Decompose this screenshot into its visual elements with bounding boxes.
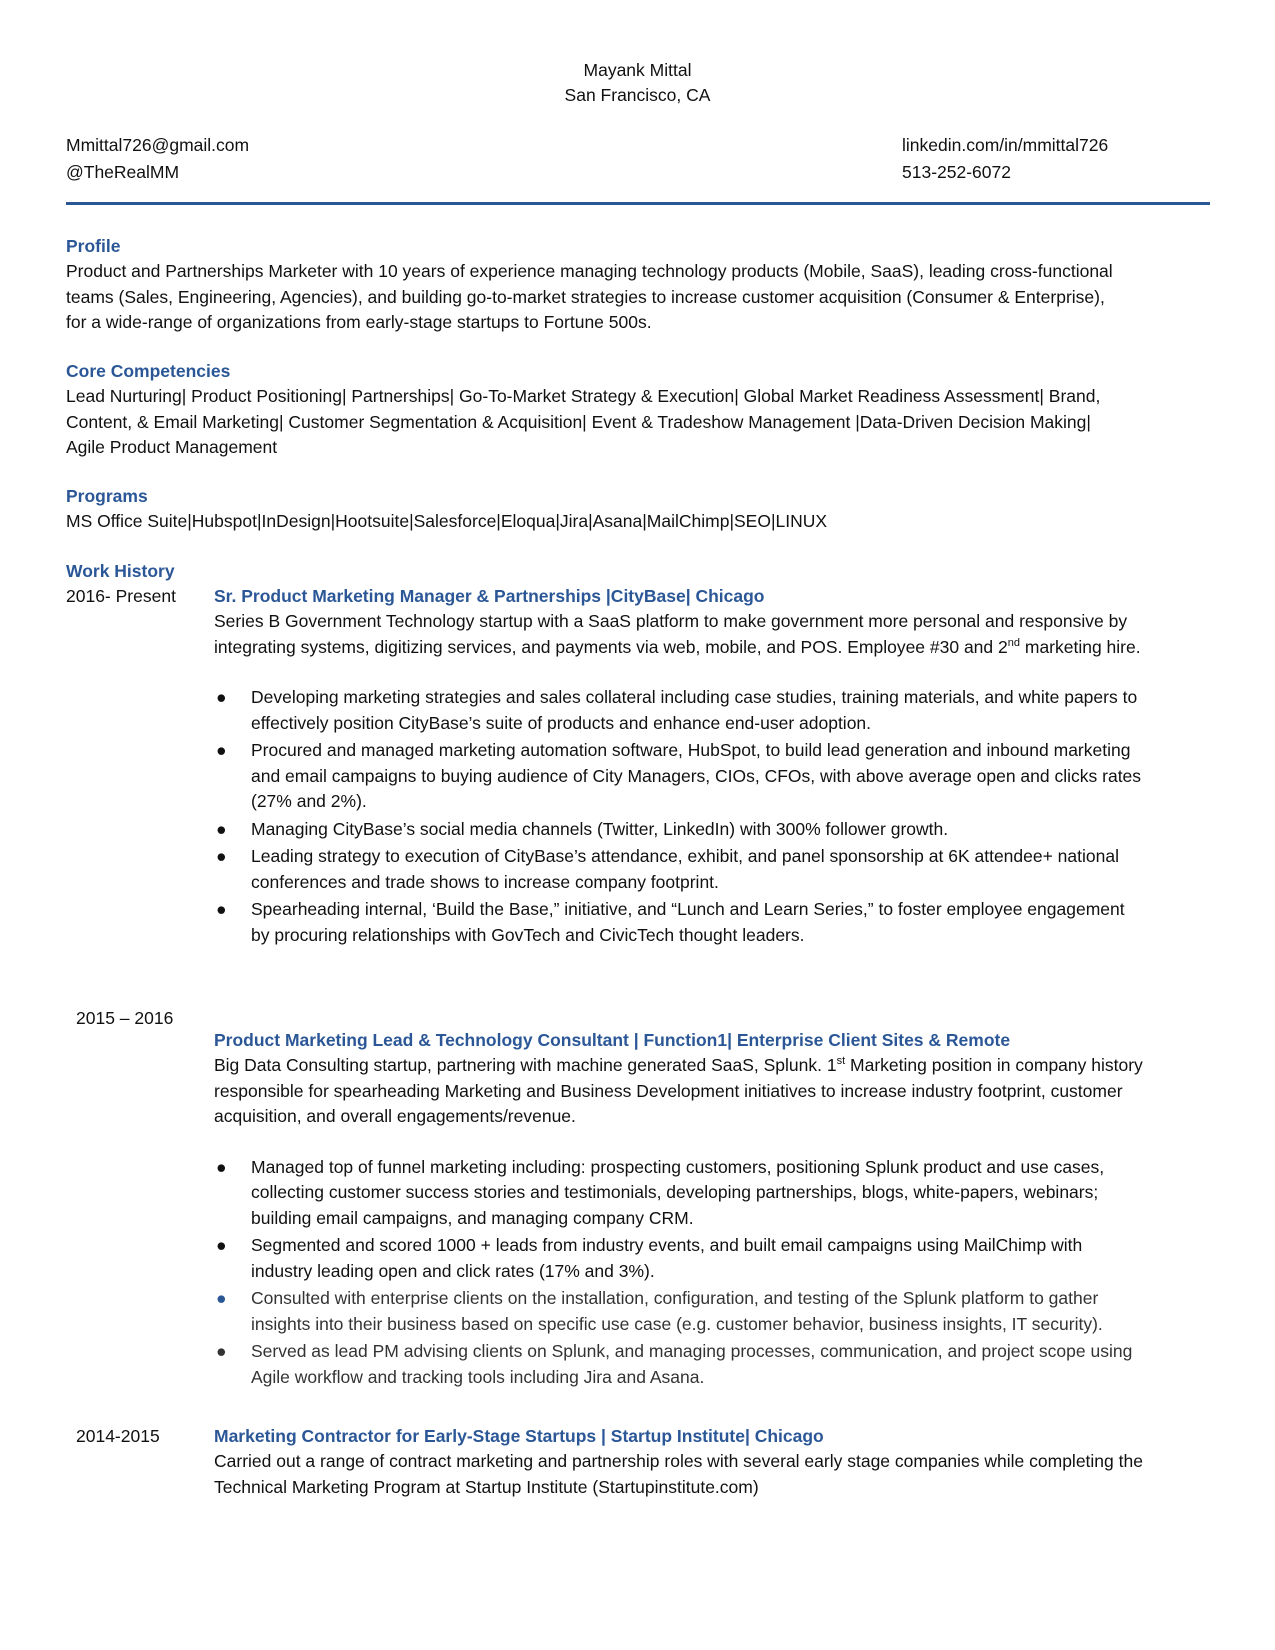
list-item: ● Spearheading internal, ‘Build the Base,” initiative, and “Lunch and Learn Series,” to foster employee engagement by procuring relationships with GovTech and CivicTech thought leaders. bbox=[216, 899, 1125, 945]
list-item: ● Consulted with enterprise clients on the installation, configuration, and testing of the Splunk platform to gather insights into their business based on specific use case (e.g. customer behavior, business insights, IT security). bbox=[216, 1288, 1103, 1334]
programs-section bbox=[66, 484, 1126, 535]
bullet-icon: ● bbox=[216, 1235, 227, 1255]
linkedin-url[interactable]: linkedin.com/in/mmittal726 bbox=[902, 135, 1109, 155]
header-divider bbox=[66, 202, 1210, 205]
job-body bbox=[214, 1028, 1144, 1392]
list-item: ● Leading strategy to execution of CityBase’s attendance, exhibit, and panel sponsorship at 6K attendee+ national conferences and trade shows to increase company footprint. bbox=[216, 846, 1119, 892]
competencies-section bbox=[66, 359, 1126, 461]
list-item: ● Procured and managed marketing automation software, HubSpot, to build lead generation and inbound marketing and email campaigns to buying audience of City Managers, CIOs, CFOs, with above average open and clicks rates (27% and 2%). bbox=[216, 740, 1142, 811]
list-item: ● Managed top of funnel marketing including: prospecting customers, positioning Splunk product and use cases, collecting customer success stories and testimonials, developing partnerships, blogs, white-papers, webinars; building email campaigns, and managing company CRM. bbox=[216, 1156, 1105, 1228]
list-item: ● Segmented and scored 1000 + leads from industry events, and built email campaigns using MailChimp with industry leading open and click rates (17% and 3%). bbox=[216, 1235, 1083, 1281]
job-date: 2014-2015 bbox=[76, 1426, 160, 1446]
job-title: Marketing Contractor for Early-Stage Startups | Startup Institute| Chicago bbox=[214, 1426, 824, 1446]
job-description: Series B Government Technology startup with a SaaS platform to make government more personal and responsive by integrating systems, digitizing services, and payments via web, mobile, and POS. Employee #30 and 2nd marketing hire. bbox=[214, 611, 1141, 657]
competencies-text: Lead Nurturing| Product Positioning| Partnerships| Go-To-Market Strategy & Execution| Global Market Readiness Assessment| Brand, Content, & Email Marketing| Customer Segmentation & Acquisition| Event & Tradeshow Management |Data-Driven Decision Making| Agile Product Management bbox=[66, 386, 1101, 457]
profile-text: Product and Partnerships Marketer with 10 years of experience managing technology products (Mobile, SaaS), leading cross-functional teams (Sales, Engineering, Agencies), and building go-to-market strategies to increase customer acquisition (Consumer & Enterprise), for a wide-range of organizations from early-stage startups to Fortune 500s. bbox=[66, 261, 1113, 332]
programs-text: MS Office Suite|Hubspot|InDesign|Hootsuite|Salesforce|Eloqua|Jira|Asana|MailChimp|SEO|LINUX bbox=[66, 511, 828, 531]
job-bullets bbox=[214, 1155, 1144, 1391]
candidate-location: San Francisco, CA bbox=[564, 85, 711, 105]
job-description: Carried out a range of contract marketing and partnership roles with several early stage companies while completing the Technical Marketing Program at Startup Institute (Startupinstitute.com) bbox=[214, 1451, 1143, 1497]
bullet-icon: ● bbox=[216, 818, 227, 839]
programs-heading: Programs bbox=[66, 486, 148, 506]
twitter-handle[interactable]: @TheRealMM bbox=[66, 162, 180, 182]
list-item: ● Served as lead PM advising clients on Splunk, and managing processes, communication, and project scope using Agile workflow and tracking tools including Jira and Asana. bbox=[216, 1341, 1133, 1387]
bullet-icon: ● bbox=[216, 687, 227, 707]
profile-heading: Profile bbox=[66, 236, 121, 256]
bullet-icon: ● bbox=[216, 1288, 227, 1308]
phone-number[interactable]: 513-252-6072 bbox=[902, 162, 1011, 182]
candidate-name: Mayank Mittal bbox=[583, 60, 692, 80]
job-title: Product Marketing Lead & Technology Consultant | Function1| Enterprise Client Sites & Remote bbox=[214, 1030, 1011, 1050]
job-title: Sr. Product Marketing Manager & Partnerships |CityBase| Chicago bbox=[214, 586, 765, 606]
job-body bbox=[214, 1424, 1144, 1500]
list-item: ● Managing CityBase’s social media channels (Twitter, LinkedIn) with 300% follower growth. bbox=[214, 817, 1144, 843]
bullet-icon: ● bbox=[216, 740, 227, 760]
bullet-icon: ● bbox=[216, 899, 227, 919]
work-history-heading-wrap bbox=[66, 559, 1126, 584]
job-bullets bbox=[214, 685, 1144, 948]
work-history-heading: Work History bbox=[66, 561, 175, 581]
resume-header bbox=[0, 58, 1275, 108]
contact-left bbox=[66, 132, 249, 186]
profile-section bbox=[66, 234, 1126, 336]
email-address[interactable]: Mmittal726@gmail.com bbox=[66, 135, 250, 155]
bullet-icon: ● bbox=[216, 1156, 227, 1177]
job-body bbox=[214, 584, 1144, 950]
bullet-icon: ● bbox=[216, 1341, 227, 1361]
bullet-icon: ● bbox=[216, 846, 227, 866]
job-date: 2016- Present bbox=[66, 586, 176, 606]
competencies-heading: Core Competencies bbox=[66, 361, 231, 381]
contact-right bbox=[902, 132, 1108, 186]
job-description: Big Data Consulting startup, partnering with machine generated SaaS, Splunk. 1st Marketing position in company history responsible for spearheading Marketing and Business Development initiatives to increase industry footprint, customer acquisition, and overall engagements/revenue. bbox=[214, 1055, 1143, 1126]
list-item: ● Developing marketing strategies and sales collateral including case studies, training materials, and white papers to effectively position CityBase’s suite of products and enhance end-user adoption. bbox=[216, 687, 1138, 733]
job-date: 2015 – 2016 bbox=[76, 1008, 174, 1028]
